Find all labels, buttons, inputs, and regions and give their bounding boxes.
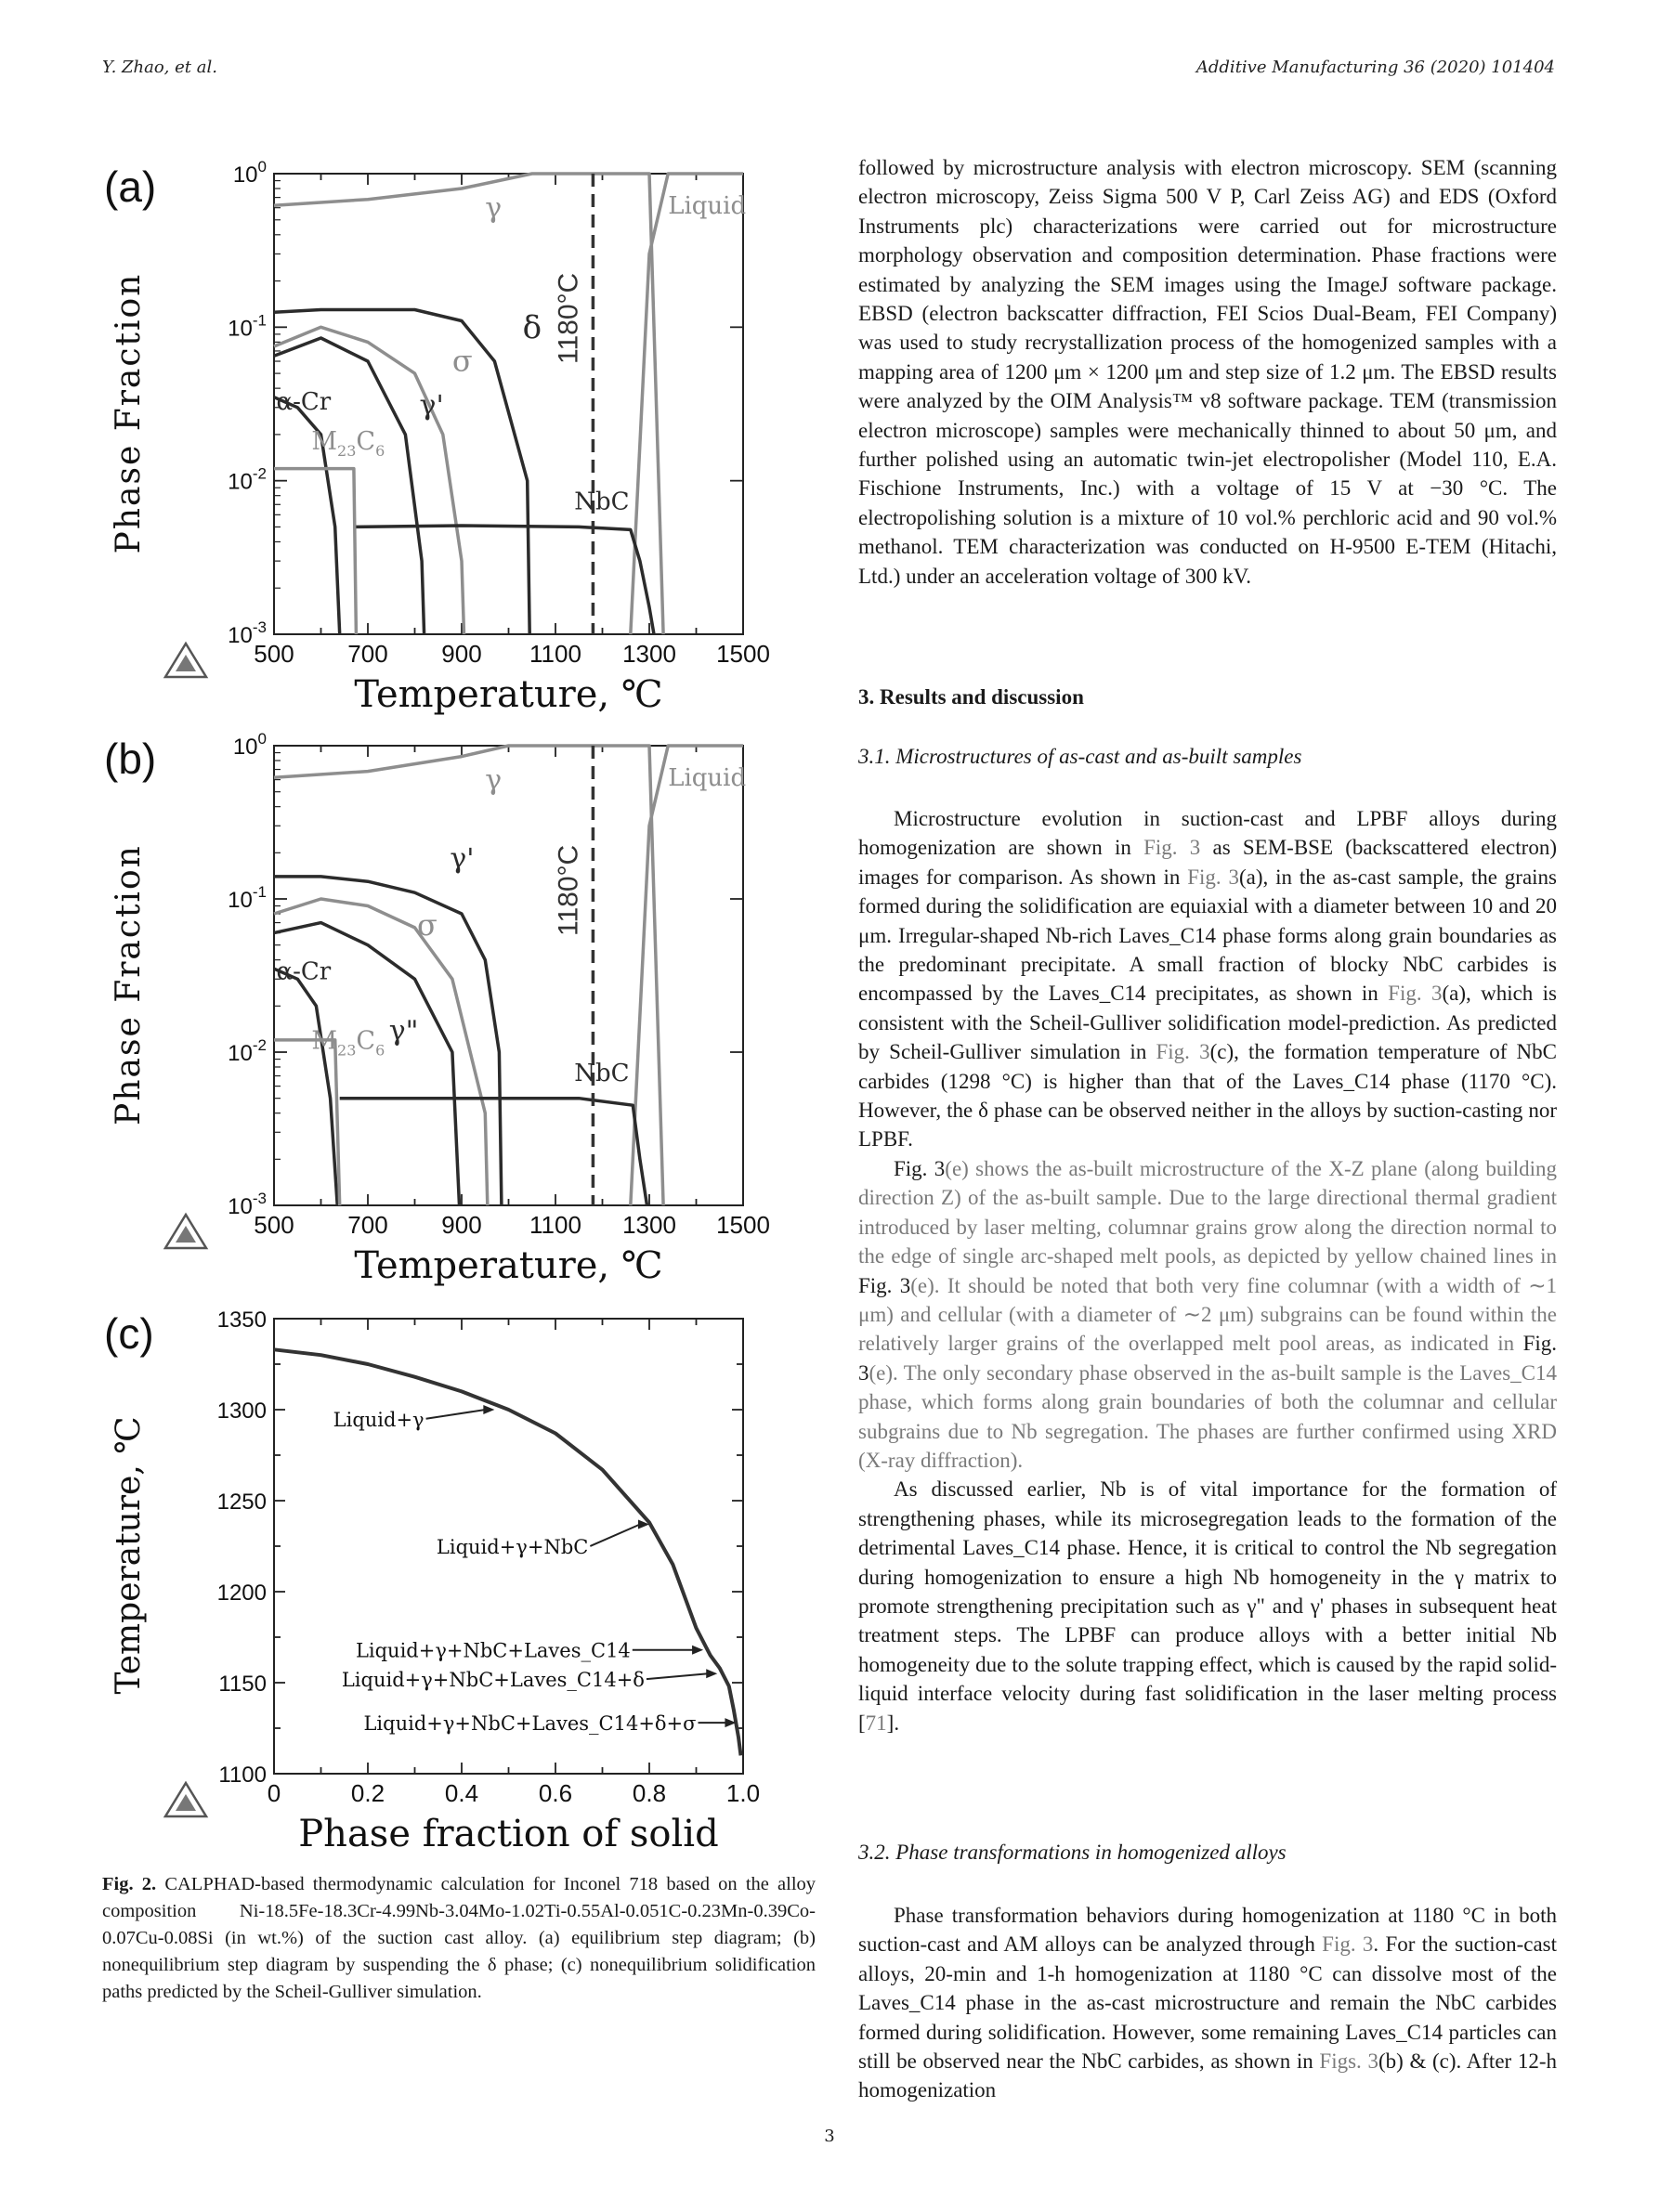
- intro-paragraph-block: [858, 153, 1557, 591]
- x-tick-label: 1500: [716, 1211, 770, 1239]
- tick-exponent: -2: [252, 1036, 267, 1054]
- figure-reference-link[interactable]: Fig. 3: [1388, 982, 1443, 1006]
- software-logo-icon: [165, 1215, 206, 1248]
- series-line: [356, 526, 654, 634]
- section-3-1-body: [858, 804, 1557, 1737]
- y-tick-label: 1300: [216, 1399, 267, 1424]
- y-tick-label: [228, 465, 267, 495]
- paragraph-text: Fig. 3: [858, 1273, 911, 1297]
- tick-base: 10: [228, 888, 253, 913]
- x-tick-label: 1300: [622, 1211, 676, 1239]
- x-tick-label: 900: [441, 1211, 482, 1239]
- curve-annotation: Liquid: [668, 191, 747, 220]
- series-line: [340, 1099, 647, 1205]
- x-tick-label: 500: [254, 1211, 294, 1239]
- paragraph-text: (a), in the as-cast sample, the grains formed during the solidification are equiaxial with a diameter between 10 and 20 μm. Irregular-shaped Nb-rich Laves_C14 phase forms along grain boundaries as the predominant precipitate. A small fraction of blocky NbC carbides is encompassed by the Laves_C14 precipitates, as shown in: [858, 865, 1558, 1006]
- phase-region-annotation: Liquid+γ+NbC+Laves_C14: [355, 1639, 631, 1662]
- series-line: [631, 174, 743, 634]
- tick-base: 10: [228, 1194, 253, 1219]
- x-tick-label: 700: [347, 640, 388, 668]
- x-axis-label: Phase fraction of solid: [298, 1813, 719, 1855]
- series-line: [274, 469, 356, 634]
- phase-region-annotation: Liquid+γ+NbC: [436, 1536, 589, 1558]
- annotation-arrow-line: [426, 1410, 486, 1419]
- paragraph-text: ].: [886, 1711, 900, 1735]
- x-axis-label: Temperature, ℃: [354, 1244, 663, 1287]
- paragraph-text: Phase transformation behaviors during homogenization at 1180 °C in both suction-cast and AM alloys can be analyzed through: [858, 1904, 1557, 1957]
- curve-annotation: [311, 427, 385, 460]
- y-axis-label: Phase Fraction: [110, 844, 148, 1126]
- y-tick-label: 1250: [216, 1490, 267, 1515]
- paragraph-text: . For the suction-cast alloys, 20-min and 1-h homogenization at 1180 °C can dissolve most of the Laves_C14 phase in the as-cast microstructure and remain the NbC carbides formed during solidification. However, some remaining Laves_C14 particles can still be observed near the NbC carbides, as shown in: [858, 1932, 1558, 2074]
- curve-annotation: σ: [451, 343, 473, 379]
- running-header-authors: Y. Zhao, et al.: [102, 58, 217, 77]
- curve-annotation: γ: [485, 763, 503, 797]
- series-line: [274, 1040, 340, 1205]
- paragraph-text: Microstructure evolution in suction-cast and LPBF alloys during homogenization are shown in: [858, 807, 1557, 860]
- tick-exponent: 0: [257, 730, 267, 748]
- figure-reference-link[interactable]: Figs. 3: [1319, 2049, 1378, 2074]
- tick-base: 10: [232, 735, 258, 760]
- x-tick-label: 700: [347, 1211, 388, 1239]
- paragraph-text: (a), which is consistent with the Scheil-Gulliver solidification model-prediction. As predicted by Scheil-Gulliver simulation in: [858, 982, 1557, 1064]
- panel-label: (c): [104, 1309, 154, 1358]
- tick-exponent: -1: [252, 311, 267, 330]
- step-diagram-panel: [104, 158, 770, 716]
- annotation-part: 6: [375, 441, 385, 460]
- annotation-part: C: [356, 1026, 376, 1056]
- panel-label: (a): [104, 163, 157, 211]
- y-tick-label: [233, 730, 267, 760]
- tick-base: 10: [232, 163, 258, 188]
- y-axis-label: Phase Fraction: [110, 272, 148, 554]
- phase-region-annotation: Liquid+γ+NbC+Laves_C14+δ+σ: [363, 1712, 697, 1736]
- figure-reference-link[interactable]: (e). The only secondary phase observed in the as-built sample is the Laves_C14 phase, which forms along grain boundaries of both the columnar and cellular subgrains due to Nb segregation. The phases are further confirmed using XRD (X-ray diffraction).: [858, 1360, 1557, 1472]
- annotation-part: M: [311, 1026, 338, 1056]
- annotation-arrowhead: [483, 1405, 494, 1414]
- x-tick-label: 500: [254, 640, 294, 668]
- x-tick-label: 1300: [622, 640, 676, 668]
- x-tick-label: 1500: [716, 640, 770, 668]
- section-3-2-heading: 3.2. Phase transformations in homogenized alloys: [858, 1841, 1287, 1864]
- x-tick-label: 0.8: [632, 1779, 667, 1807]
- figure-reference-link[interactable]: Fig. 3: [1143, 836, 1201, 860]
- tick-base: 10: [228, 623, 253, 648]
- annotation-arrow-line: [590, 1524, 640, 1546]
- annotation-arrow-line: [647, 1673, 708, 1679]
- y-axis-label: Temperature, ℃: [110, 1416, 148, 1695]
- x-tick-label: 0.6: [538, 1779, 573, 1807]
- annotation-part: C: [356, 426, 376, 456]
- figure-caption: [102, 1871, 816, 2006]
- annotation-arrowhead: [692, 1646, 703, 1655]
- tick-exponent: -1: [252, 883, 267, 901]
- paragraph-text: as SEM-BSE (backscattered electron) images for comparison. As shown in: [858, 836, 1557, 889]
- figure-reference-link[interactable]: Fig. 3: [1322, 1932, 1374, 1957]
- paragraph-text: Fig. 3: [858, 1332, 1557, 1385]
- figure-reference-link[interactable]: 71: [865, 1711, 887, 1735]
- y-tick-label: [233, 158, 267, 188]
- paragraph: [858, 1475, 1557, 1737]
- phase-region-annotation: Liquid+γ: [333, 1408, 425, 1431]
- tick-base: 10: [228, 469, 253, 495]
- series-line: [274, 969, 337, 1205]
- series-line: [274, 174, 663, 634]
- x-axis-label: Temperature, ℃: [354, 673, 663, 716]
- paragraph: [858, 804, 1557, 1154]
- y-tick-label: [228, 883, 267, 913]
- paragraph-text: Fig. 3: [894, 1156, 946, 1180]
- x-tick-label: 1.0: [725, 1779, 761, 1807]
- y-tick-label: 1200: [216, 1581, 267, 1606]
- x-tick-label: 0.4: [444, 1779, 479, 1807]
- curve-annotation: NbC: [574, 1059, 630, 1087]
- series-line: [274, 327, 464, 634]
- figure-reference-link[interactable]: (e). It should be noted that both very fine columnar (with a width of ∼1 μm) and cellular (with a diameter of ∼2 μm) subgrains can be found within the relatively larger grains of the overlapped melt pool areas, as indicated in: [858, 1273, 1557, 1356]
- phase-region-annotation: Liquid+γ+NbC+Laves_C14+δ: [341, 1669, 645, 1692]
- x-tick-label: 1100: [529, 640, 581, 668]
- annotation-part: 23: [337, 1041, 357, 1060]
- series-line: [274, 310, 529, 635]
- curve-annotation: Liquid: [668, 763, 747, 792]
- plot-frame: [274, 746, 743, 1205]
- curve-annotation: NbC: [574, 488, 630, 516]
- section-3-1-heading: 3.1. Microstructures of as-cast and as-built samples: [858, 745, 1302, 768]
- page-number: 3: [824, 2127, 835, 2146]
- paragraph-text: (b) & (c). After 12-h homogenization: [858, 2049, 1557, 2102]
- x-tick-label: 900: [441, 640, 482, 668]
- annotation-part: 23: [337, 441, 357, 460]
- panel-label: (b): [104, 735, 157, 783]
- figure-reference-link[interactable]: Fig. 3: [1156, 1040, 1210, 1064]
- section-3-2-body: [858, 1901, 1557, 2105]
- step-diagram-panel: [104, 730, 770, 1287]
- section-3-heading: 3. Results and discussion: [858, 685, 1084, 709]
- software-logo-icon: [165, 1783, 206, 1816]
- figure-reference-link[interactable]: (e) shows the as-built microstructure of the X-Z plane (along building direction Z) of the as-built sample. Due to the large directional thermal gradient introduced by laser melting, columnar grains grow along the direction normal to the edge of single arc-shaped melt pools, as depicted by yellow chained lines in: [858, 1156, 1557, 1269]
- tick-exponent: -3: [252, 618, 267, 636]
- curve-annotation: δ: [522, 309, 542, 347]
- paragraph-text: As discussed earlier, Nb is of vital importance for the formation of strengthening phases, while its microsegregation leads to the formation of the detrimental Laves_C14 phase. Hence, it is critical to control the Nb segregation during homogenization to ensure a high Nb homogeneity in the γ matrix to promote strengthening precipitation such as γ" and γ' phases in subsequent heat treatment steps. The LPBF can produce alloys with a better initial Nb homogeneity due to the solute trapping effect, which is caused by the rapid solid-liquid interface velocity during fast solidification in the laser melting process [: [858, 1477, 1557, 1735]
- annotation-arrowhead: [706, 1669, 717, 1678]
- y-tick-label: 1150: [218, 1672, 267, 1697]
- tick-exponent: -2: [252, 464, 267, 483]
- caption-text: CALPHAD-based thermodynamic calculation for Inconel 718 based on the alloy composition Ni-18.5Fe-18.3Cr-4.99Nb-3.04Mo-1.02Ti-0.55Al-0.051C-0.23Mn-0.39Co-0.07Cu-0.08Si (in wt.%) of the suction cast alloy. (a) equilibrium step diagram; (b) nonequilibrium step diagram by suspending the δ phase; (c) nonequilibrium solidification paths predicted by the Scheil-Gulliver simulation.: [102, 1874, 816, 2002]
- paragraph: [858, 1154, 1557, 1475]
- figure-2: [102, 153, 817, 1862]
- paragraph: [858, 1901, 1557, 2105]
- series-line: [274, 338, 425, 634]
- curve-annotation: α-Cr: [276, 388, 332, 417]
- y-tick-label: [228, 1036, 267, 1066]
- paragraph-text: (c), the formation temperature of NbC carbides (1298 °C) is higher than that of the Laves_C14 phase (1170 °C). However, the δ phase can be observed neither in the alloys by suction-casting nor LPBF.: [858, 1040, 1557, 1152]
- annotation-part: M: [311, 426, 338, 456]
- reference-line-label: 1180°C: [553, 844, 584, 936]
- methods-paragraph: followed by microstructure analysis with electron microscopy. SEM (scanning electron microscopy, Zeiss Sigma 500 V P, Carl Zeiss AG) and EDS (Oxford Instruments plc) characterizations were carried out for microstructure morphology observation and composition determination. Phase fractions were estimated by analyzing the SEM images using the ImageJ software package. EBSD (electron backscatter diffraction, FEI Scios Dual-Beam, FEI Company) was used to study recrystallization process of the homogenized samples with a mapping area of 1200 μm × 1200 μm and step size of 1.2 μm. The EBSD results were analyzed by the OIM Analysis™ v8 software package. TEM (transmission electron microscope) samples were mechanically thinned to about 50 μm, and further polished using an automatic twin-jet electropolisher (Model 110, E.A. Fischione Instruments, Inc.) with a voltage of 15 V at −30 °C. The electropolishing solution is a mixture of 10 vol.% perchloric acid and 90 vol.% methanol. TEM characterization was conducted on H-9500 E-TEM (Hitachi, Ltd.) under an acceleration voltage of 300 kV.: [858, 156, 1557, 588]
- tick-exponent: 0: [257, 158, 267, 176]
- reference-line-label: 1180°C: [553, 272, 584, 364]
- y-tick-label: 1100: [218, 1763, 267, 1788]
- software-logo-icon: [165, 644, 206, 677]
- series-line: [631, 746, 743, 1205]
- y-tick-label: [228, 311, 267, 341]
- x-tick-label: 1100: [529, 1211, 581, 1239]
- tick-base: 10: [228, 316, 253, 342]
- curve-annotation: γ': [419, 389, 444, 423]
- scheil-panel: [104, 1308, 760, 1855]
- annotation-part: 6: [375, 1041, 385, 1060]
- curve-annotation: α-Cr: [276, 957, 332, 986]
- tick-base: 10: [228, 1041, 253, 1066]
- running-header-journal: Additive Manufacturing 36 (2020) 101404: [1195, 58, 1555, 77]
- plot-frame: [274, 174, 743, 634]
- tick-exponent: -3: [252, 1190, 267, 1207]
- curve-annotation: γ": [388, 1014, 419, 1047]
- curve-annotation: γ': [450, 842, 475, 876]
- y-tick-label: 1350: [216, 1308, 267, 1333]
- x-tick-label: 0: [267, 1779, 281, 1807]
- curve-annotation: [311, 1027, 385, 1060]
- figure-reference-link[interactable]: Fig. 3: [1187, 865, 1239, 889]
- curve-annotation: γ: [485, 191, 503, 225]
- caption-label: Fig. 2.: [102, 1874, 157, 1894]
- x-tick-label: 0.2: [350, 1779, 385, 1807]
- curve-annotation: σ: [417, 907, 438, 943]
